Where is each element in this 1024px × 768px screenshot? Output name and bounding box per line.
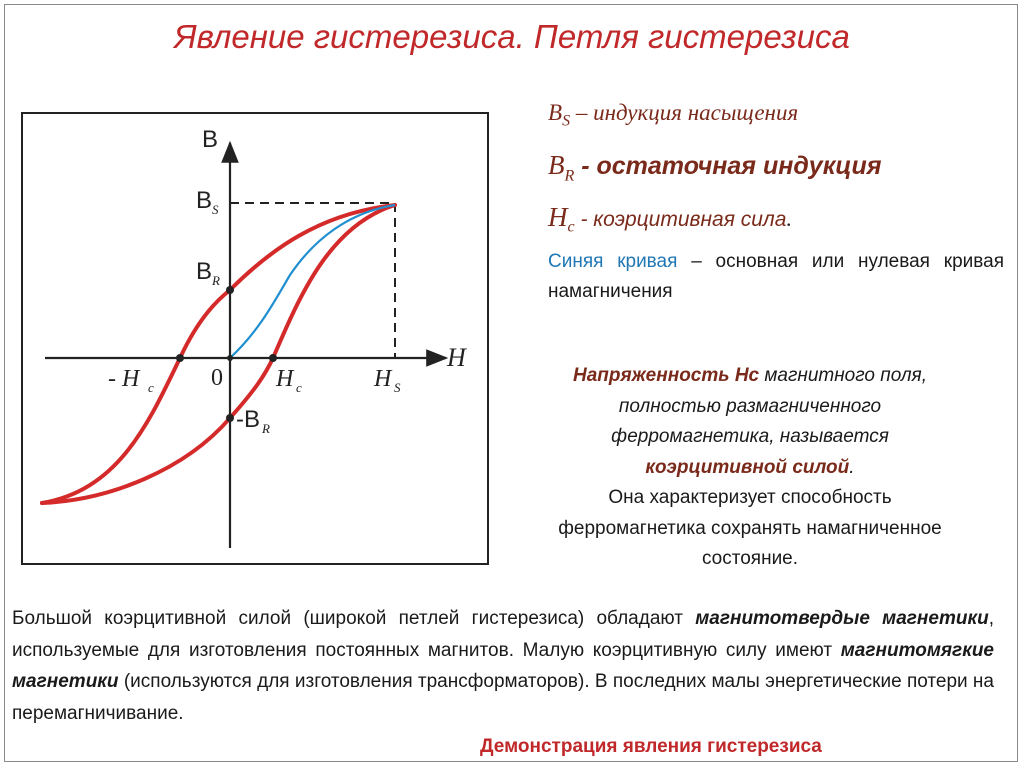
neg-hc-label — [108, 366, 154, 395]
svg-text:R: R — [212, 273, 220, 288]
coercive-force-explanation: Напряженность Нс магнитного поля, полностью размагниченного ферромагнетика, называется коэрцитивной силой. Она характеризует способность ферромагнетика сохранять намагниченное состояние. — [558, 365, 942, 569]
slide-title: Явление гистерезиса. Петля гистерезиса — [174, 18, 850, 55]
svg-text:S: S — [212, 202, 219, 217]
loop-descending-branch — [42, 205, 395, 503]
origin-point — [227, 355, 233, 361]
svg-text:c: c — [296, 380, 302, 395]
br-label — [196, 258, 220, 288]
neg-br-label — [236, 406, 270, 436]
loop-ascending-branch — [42, 205, 395, 503]
h-axis-label: H — [447, 343, 466, 372]
neg-hc-point — [176, 354, 184, 362]
b-axis-label: B — [202, 126, 219, 153]
svg-text:S: S — [394, 380, 401, 395]
hs-label — [373, 366, 401, 395]
bs-label — [196, 187, 219, 217]
svg-text:H: H — [374, 366, 392, 392]
svg-text:-B: -B — [236, 406, 260, 433]
svg-text:B: B — [196, 258, 213, 285]
svg-text:c: c — [148, 380, 154, 395]
svg-text:R: R — [262, 421, 270, 436]
bottom-paragraph: Большой коэрцитивной силой (широкой петлей гистерезиса) обладают магнитотвердые магнетики, используемые для изготовления постоянных магнитов. Малую коэрцитивную силу имеют магнитомягкие магнетики (используются для изготовления трансформаторов). В последних малы энергетические потери на перемагничивание. — [12, 608, 994, 724]
definition-hc: $H_c$ - коэрцитивная сила. — [548, 202, 792, 236]
definition-br: $B_R$ - остаточная индукция — [548, 150, 882, 185]
svg-text:H: H — [276, 366, 294, 392]
origin-label: 0 — [211, 365, 223, 391]
demo-link[interactable]: Демонстрация явления гистерезиса — [480, 736, 822, 757]
neg-br-point — [226, 414, 234, 422]
svg-text:- H: - H — [108, 366, 140, 392]
svg-text:B: B — [196, 187, 213, 214]
definition-bs: $B_S$ – индукция насыщения — [548, 100, 799, 130]
blue-curve-note: Синяя кривая – основная или нулевая кривая намагничения — [548, 251, 1004, 302]
hc-point — [269, 354, 277, 362]
br-point — [226, 286, 234, 294]
hc-label — [275, 366, 302, 395]
